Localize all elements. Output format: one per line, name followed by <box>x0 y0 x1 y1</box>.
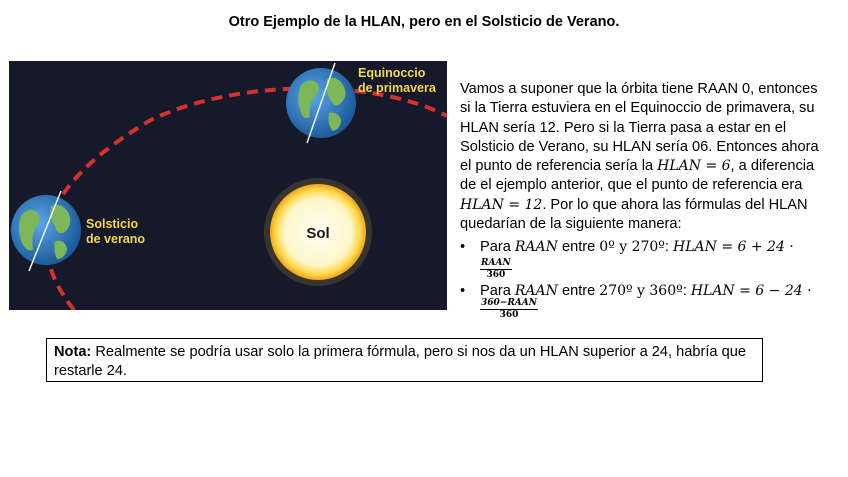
note-text: Realmente se podría usar solo la primera fórmula, pero si nos da un HLAN superior a 24, habría que restarle 24. <box>54 344 746 379</box>
earth-equinox-icon <box>286 63 356 143</box>
math-hlan-6: HLAN = 6 <box>657 158 731 175</box>
bullet2-prefix: Para <box>480 283 515 300</box>
bullet1-fraction <box>480 258 512 281</box>
bullet1-range: 0º y 270º <box>599 239 665 256</box>
equinox-label-line1: Equinoccio <box>358 66 426 80</box>
bullet2-formula: HLAN = 6 − 24 · <box>690 283 812 300</box>
solstice-label-line1: Solsticio <box>86 217 139 231</box>
bullet-icon: • <box>460 239 466 256</box>
bullet2-range: 270º y 360º <box>599 283 683 300</box>
bullet1-mid: entre <box>557 239 600 256</box>
orbit-path <box>47 88 447 310</box>
paragraph-part1: Vamos a suponer que la órbita tiene RAAN 0, entonces si la Tierra estuviera en el Equinoccio de primavera, su HLAN sería 12. Pero si la Tierra pasa a estar en el Solsticio de Verano, su HLAN sería 06. Entonces ahora el punto de referencia sería la <box>460 81 819 175</box>
bullet2-colon: : <box>682 283 691 300</box>
bullet2-frac-num: 360−RAAN <box>481 298 537 308</box>
solstice-label-line2: de verano <box>86 232 146 246</box>
paragraph-part3: . Por lo que ahora las fórmulas del HLAN quedarían de la siguiente manera: <box>460 196 808 233</box>
page-title: Otro Ejemplo de la HLAN, pero en el Solsticio de Verano. <box>228 14 620 30</box>
bullet1-var: RAAN <box>514 239 558 256</box>
bullet2-var: RAAN <box>514 283 558 300</box>
sun-label: Sol <box>306 225 330 242</box>
bullet1-frac-den: 360 <box>486 270 506 281</box>
note-label: Nota: <box>54 344 92 360</box>
explanation-paragraph <box>460 80 828 234</box>
note-box <box>46 338 763 382</box>
formula-item-1 <box>460 237 828 281</box>
bullet1-prefix: Para <box>480 239 515 256</box>
bullet1-frac-num: RAAN <box>481 258 511 269</box>
explanation-text <box>460 80 828 302</box>
bullet2-frac-den: 360 <box>499 310 519 320</box>
orbit-diagram <box>9 61 447 310</box>
formula-list <box>460 237 828 302</box>
paragraph-part2: , a diferencia de el ejemplo anterior, que el punto de referencia era <box>460 158 815 194</box>
bullet-icon: • <box>460 283 466 300</box>
earth-solstice-icon <box>11 191 81 271</box>
bullet1-colon: : <box>664 239 673 256</box>
orbit-diagram-svg <box>9 61 447 310</box>
math-hlan-12: HLAN = 12 <box>460 196 543 213</box>
equinox-label-line2: de primavera <box>358 81 436 95</box>
bullet2-mid: entre <box>557 283 600 300</box>
bullet2-fraction <box>480 298 538 321</box>
bullet1-formula: HLAN = 6 + 24 · <box>673 239 794 256</box>
